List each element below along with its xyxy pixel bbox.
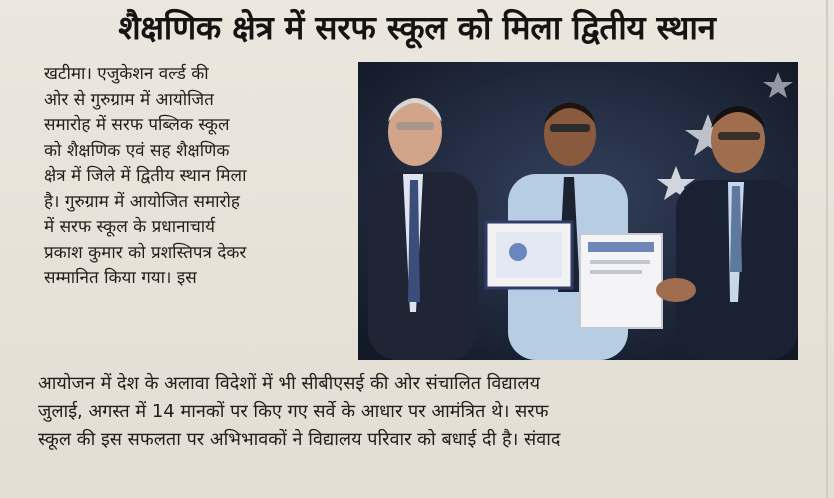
column-line: खटीमा। एजुकेशन वर्ल्ड की — [44, 64, 209, 84]
certificate — [486, 222, 572, 288]
award-ceremony-photo — [358, 62, 798, 360]
column-line: क्षेत्र में जिले में द्वितीय स्थान मिला — [44, 166, 247, 186]
column-line: में सरफ स्कूल के प्रधानाचार्य — [44, 217, 216, 237]
column-line: सम्मानित किया गया। इस — [44, 268, 197, 288]
headline: शैक्षणिक क्षेत्र में सरफ स्कूल को मिला द्वितीय स्थान — [118, 8, 716, 47]
full-line: आयोजन में देश के अलावा विदेशों में भी सीबीएसई की ओर संचालित विद्यालय — [38, 373, 541, 394]
photo-illustration — [358, 62, 798, 360]
full-line: स्कूल की इस सफलता पर अभिभावकों ने विद्यालय परिवार को बधाई दी है। संवाद — [38, 429, 561, 450]
award-frame — [580, 234, 662, 328]
column-line: प्रकाश कुमार को प्रशस्तिपत्र देकर — [44, 242, 247, 263]
column-line: है। गुरुग्राम में आयोजित समारोह — [44, 191, 240, 212]
column-line: समारोह में सरफ पब्लिक स्कूल — [44, 115, 230, 135]
column-line: ओर से गुरुग्राम में आयोजित — [44, 89, 214, 110]
column-line: को शैक्षणिक एवं सह शैक्षणिक — [44, 140, 230, 161]
article-column-text — [44, 62, 350, 292]
page-edge — [826, 0, 828, 498]
full-line: जुलाई, अगस्त में 14 मानकों पर किए गए सर्वे के आधार पर आमंत्रित थे। सरफ — [38, 401, 549, 422]
article-full-text — [38, 370, 798, 454]
